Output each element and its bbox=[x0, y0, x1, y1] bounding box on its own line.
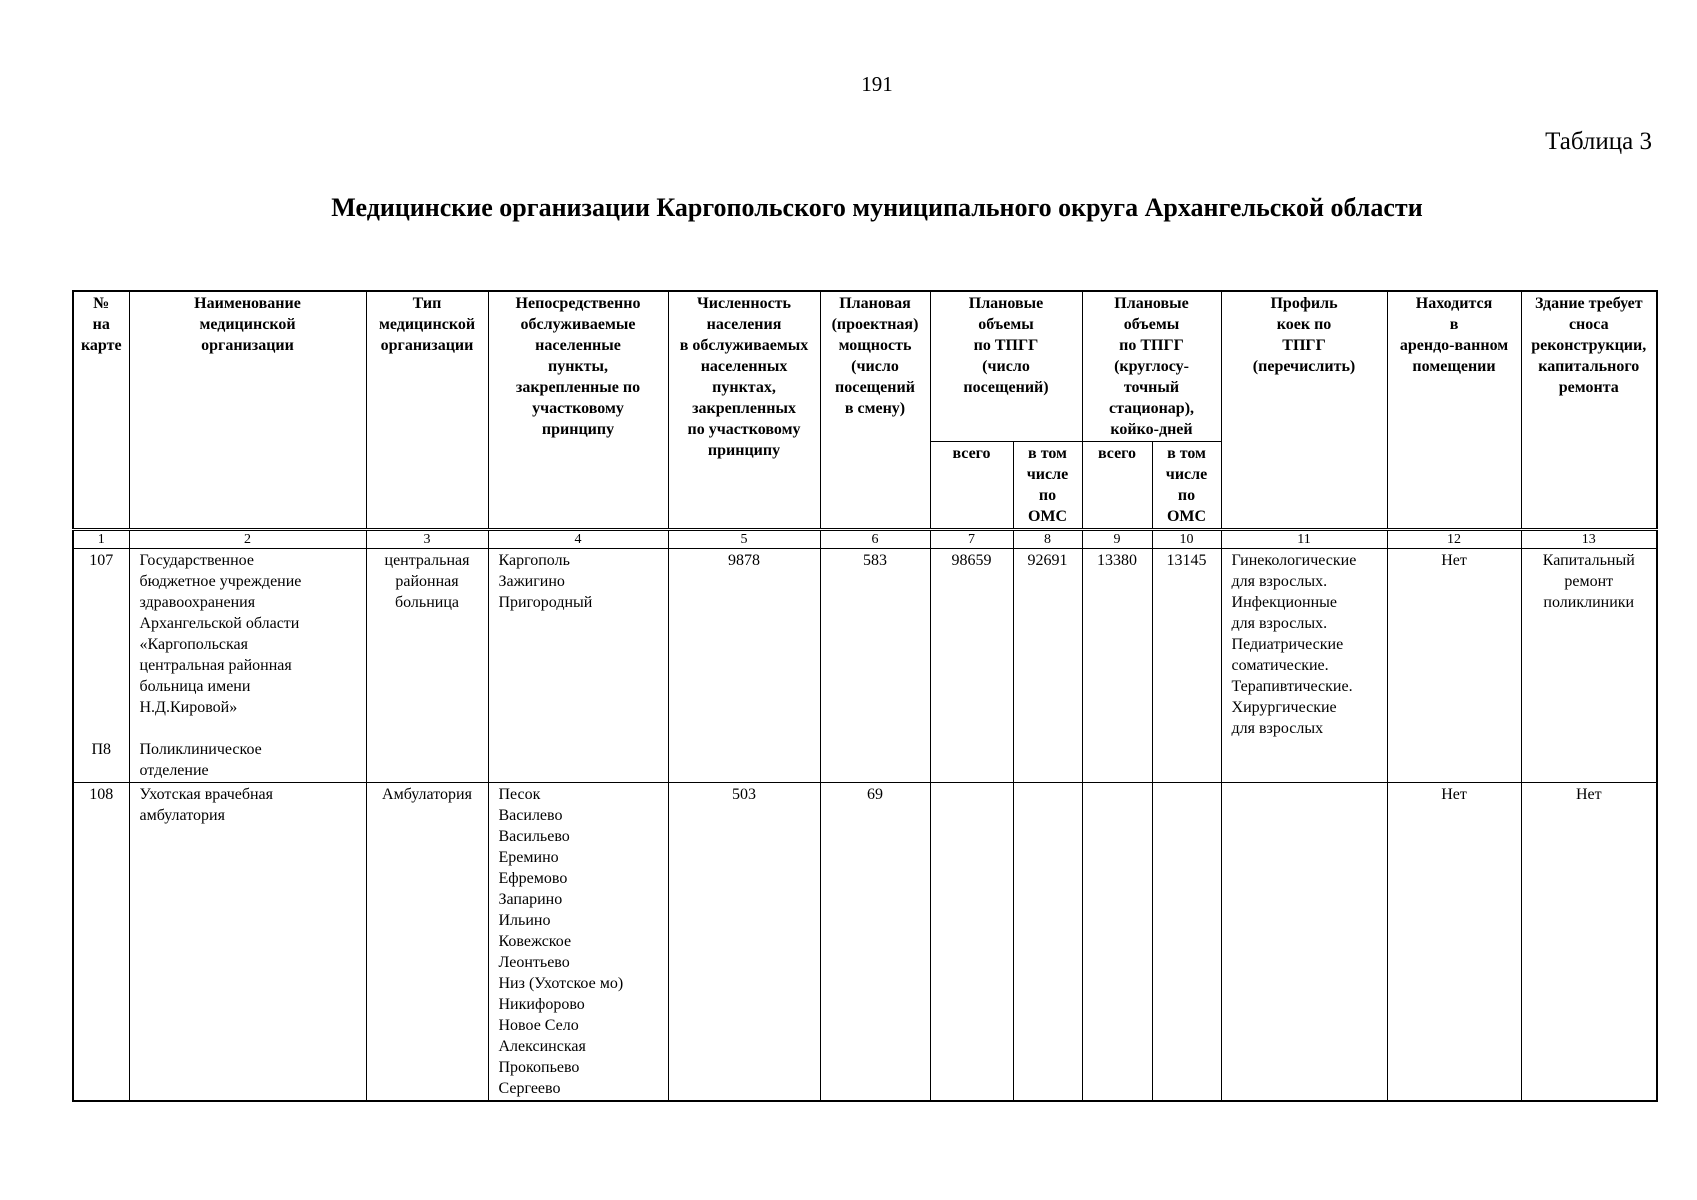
column-number: 2 bbox=[129, 530, 366, 549]
column-number: 4 bbox=[488, 530, 668, 549]
repair-status: Капитальный ремонт поликлиники bbox=[1521, 549, 1657, 783]
header-visits-oms: в том числе по ОМС bbox=[1013, 442, 1082, 530]
header-bed-profile: Профиль коек по ТПГГ (перечислить) bbox=[1221, 291, 1387, 530]
beds-total bbox=[1082, 783, 1152, 1102]
column-number: 6 bbox=[820, 530, 930, 549]
map-number: 107 bbox=[89, 552, 114, 569]
repair-status: Нет bbox=[1521, 783, 1657, 1102]
beds-oms bbox=[1152, 783, 1221, 1102]
org-type: Амбулатория bbox=[366, 783, 488, 1102]
map-number-cell bbox=[73, 549, 129, 783]
bed-profile bbox=[1221, 783, 1387, 1102]
visits-total: 98659 bbox=[930, 549, 1013, 783]
org-name: Ухотская врачебная амбулатория bbox=[129, 783, 366, 1102]
header-planned-bed-days: Плановые объемы по ТПГГ (круглосу- точный стационар), койко-дней bbox=[1082, 291, 1221, 442]
map-number: 108 bbox=[73, 783, 129, 1102]
header-beds-oms: в том числе по ОМС bbox=[1152, 442, 1221, 530]
header-org-name: Наименование медицинской организации bbox=[129, 291, 366, 530]
column-number: 8 bbox=[1013, 530, 1082, 549]
rented: Нет bbox=[1387, 549, 1521, 783]
bed-profile: Гинекологические для взрослых. Инфекционные для взрослых. Педиатрические соматические. Терапивтические. Хирургические для взрослых bbox=[1221, 549, 1387, 783]
column-number: 12 bbox=[1387, 530, 1521, 549]
column-number: 5 bbox=[668, 530, 820, 549]
column-number: 10 bbox=[1152, 530, 1221, 549]
page-number: 191 bbox=[861, 72, 893, 96]
header-org-type: Тип медицинской организации bbox=[366, 291, 488, 530]
map-number-sub: П8 bbox=[91, 741, 112, 758]
population: 503 bbox=[668, 783, 820, 1102]
header-capacity: Плановая (проектная) мощность (число посещений в смену) bbox=[820, 291, 930, 530]
population: 9878 bbox=[668, 549, 820, 783]
visits-oms bbox=[1013, 783, 1082, 1102]
column-number-row bbox=[73, 530, 1657, 549]
org-name: Государственное бюджетное учреждение здравоохранения Архангельской области «Каргопольская центральная районная больница имени Н.Д.Кировой» bbox=[139, 552, 302, 716]
column-number: 1 bbox=[73, 530, 129, 549]
org-type: центральная районная больница bbox=[366, 549, 488, 783]
document-title: Медицинские организации Каргопольского муниципального округа Архангельской области bbox=[331, 193, 1423, 222]
org-name-cell bbox=[129, 549, 366, 783]
table-label: Таблица 3 bbox=[1545, 128, 1652, 155]
header-population: Численность населения в обслуживаемых населенных пунктах, закрепленных по участковому принципу bbox=[668, 291, 820, 530]
visits-oms: 92691 bbox=[1013, 549, 1082, 783]
header-visits-total: всего bbox=[930, 442, 1013, 530]
header-beds-total: всего bbox=[1082, 442, 1152, 530]
column-number: 9 bbox=[1082, 530, 1152, 549]
org-name-sub: Поликлиническое отделение bbox=[139, 741, 262, 779]
header-map-number: № на карте bbox=[73, 291, 129, 530]
table-row bbox=[73, 549, 1657, 783]
rented: Нет bbox=[1387, 783, 1521, 1102]
settlements: Песок Василево Васильево Еремино Ефремово Запарино Ильино Ковежское Леонтьево Низ (Ухотское мо) Никифорово Новое Село Алексинская Прокопьево Сергеево bbox=[488, 783, 668, 1102]
header-settlements: Непосредственно обслуживаемые населенные пункты, закрепленные по участковому принципу bbox=[488, 291, 668, 530]
header-planned-visits: Плановые объемы по ТПГГ (число посещений) bbox=[930, 291, 1082, 442]
organizations-table bbox=[72, 290, 1658, 1102]
settlements: Каргополь Зажигино Пригородный bbox=[488, 549, 668, 783]
capacity: 69 bbox=[820, 783, 930, 1102]
beds-oms: 13145 bbox=[1152, 549, 1221, 783]
column-number: 13 bbox=[1521, 530, 1657, 549]
table-row bbox=[73, 783, 1657, 1102]
visits-total bbox=[930, 783, 1013, 1102]
column-number: 11 bbox=[1221, 530, 1387, 549]
header-rented: Находится в арендо-ванном помещении bbox=[1387, 291, 1521, 530]
header-repair: Здание требует сноса реконструкции, капитального ремонта bbox=[1521, 291, 1657, 530]
column-number: 7 bbox=[930, 530, 1013, 549]
column-number: 3 bbox=[366, 530, 488, 549]
capacity: 583 bbox=[820, 549, 930, 783]
beds-total: 13380 bbox=[1082, 549, 1152, 783]
